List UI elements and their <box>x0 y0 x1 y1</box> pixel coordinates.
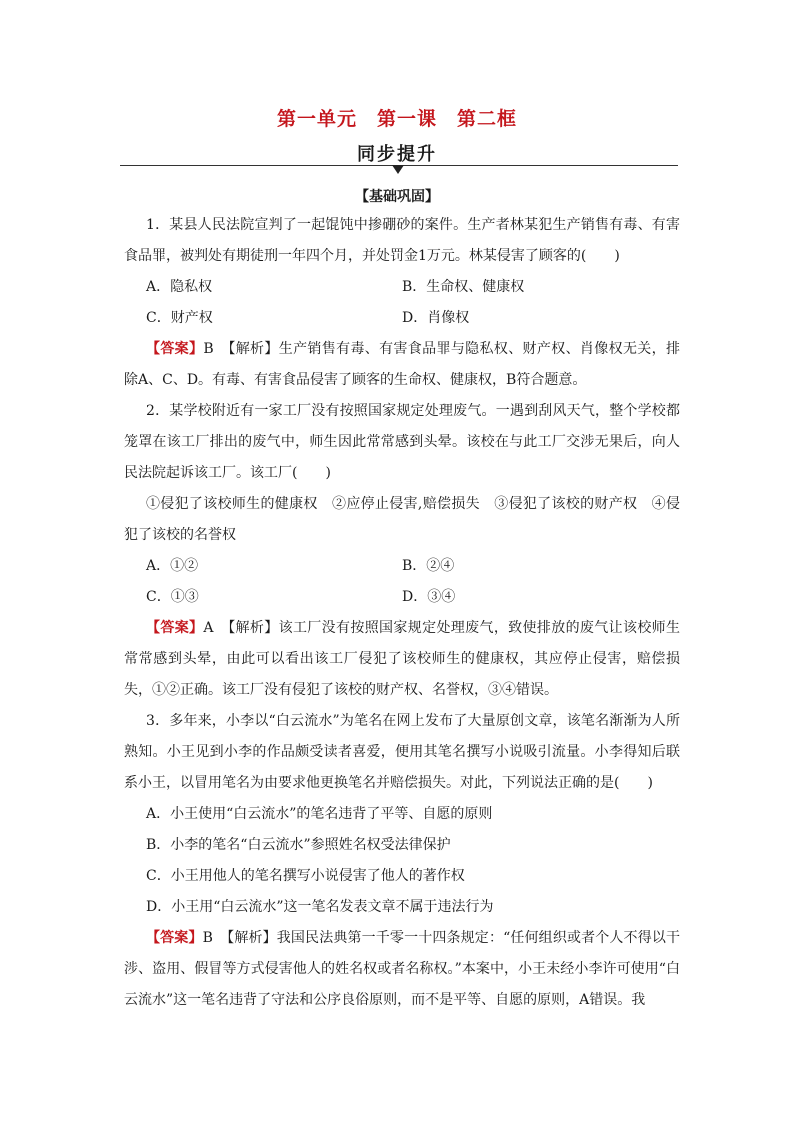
question-2-analysis: A 【解析】该工厂没有按照国家规定处理废气，致使排放的废气让该校师生常常感到头晕，由此可以看出该工厂侵犯了该校师生的健康权，其应停止侵害，赔偿损失，①②正确。该工厂没有侵犯了该校的财产权、名誉权，③④错误。 <box>124 620 681 698</box>
question-2-statements: ①侵犯了该校师生的健康权 ②应停止侵害,赔偿损失 ③侵犯了该校的财产权 ④侵犯了该校的名誉权 <box>124 496 680 543</box>
question-1-answer <box>124 334 680 396</box>
question-2-option-d: D．③④ <box>402 589 456 605</box>
question-2-stem: 2．某学校附近有一家工厂没有按照国家规定处理废气。一遇到刮风天气，整个学校都笼罩在该工厂排出的废气中，师生因此常常感到头晕。该校在与此工厂交涉无果后，向人民法院起诉该工厂。该工厂( ) <box>124 403 680 481</box>
answer-tag: 【答案】 <box>146 930 203 946</box>
question-1-option-c: C．财产权 <box>146 310 213 326</box>
page-subtitle: 同步提升 <box>357 144 437 165</box>
question-2-option-a: A．①② <box>146 558 199 574</box>
question-1-options-row-2 <box>124 303 680 334</box>
question-2-option-b: B．②④ <box>402 558 455 574</box>
answer-tag: 【答案】 <box>146 620 204 636</box>
question-2-answer <box>124 613 680 706</box>
section-heading: 【基础巩固】 <box>355 189 439 205</box>
question-1-option-a: A．隐私权 <box>146 279 213 295</box>
question-1-options-row-1 <box>124 272 680 303</box>
question-2-options-row-1 <box>124 551 680 582</box>
question-2-options-row-2 <box>124 582 680 613</box>
question-3-option-a: A．小王使用“白云流水”的笔名违背了平等、自愿的原则 <box>146 806 493 822</box>
question-2-option-c: C．①③ <box>146 589 199 605</box>
triangle-marker-icon <box>392 165 404 174</box>
question-3-option-b: B．小李的笔名“白云流水”参照姓名权受法律保护 <box>146 837 451 853</box>
question-3-stem: 3．多年来，小李以“白云流水”为笔名在网上发布了大量原创文章，该笔名渐渐为人所熟知。小王见到小李的作品颇受读者喜爱，便用其笔名撰写小说吸引流量。小李得知后联系小王，以冒用笔名为由要求他更换笔名并赔偿损失。对此，下列说法正确的是( ) <box>124 713 680 791</box>
question-3-option-c: C．小王用他人的笔名撰写小说侵害了他人的著作权 <box>146 868 465 884</box>
question-list <box>124 210 680 1016</box>
question-3-option-d: D．小王用“白云流水”这一笔名发表文章不属于违法行为 <box>146 899 494 915</box>
question-3-answer <box>124 923 680 1016</box>
question-3-analysis: B 【解析】我国民法典第一千零一十四条规定：“任何组织或者个人不得以干涉、盗用、假冒等方式侵害他人的姓名权或者名称权。”本案中，小王未经小李许可使用“白云流水”这一笔名违背了守法和公序良俗原则，而不是平等、自愿的原则，A错误。我 <box>124 930 681 1008</box>
question-1-stem: 1．某县人民法院宣判了一起馄饨中掺硼砂的案件。生产者林某犯生产销售有毒、有害食品罪，被判处有期徒刑一年四个月，并处罚金1万元。林某侵害了顾客的( ) <box>124 217 680 264</box>
question-1-option-d: D．肖像权 <box>402 310 470 326</box>
answer-tag: 【答案】 <box>146 341 204 357</box>
question-1-option-b: B．生命权、健康权 <box>402 279 525 295</box>
question-1-analysis: B 【解析】生产销售有毒、有害食品罪与隐私权、财产权、肖像权无关，排除A、C、D。有毒、有害食品侵害了顾客的生命权、健康权，B符合题意。 <box>124 341 680 388</box>
page-title: 第一单元 第一课 第二框 <box>276 108 517 130</box>
